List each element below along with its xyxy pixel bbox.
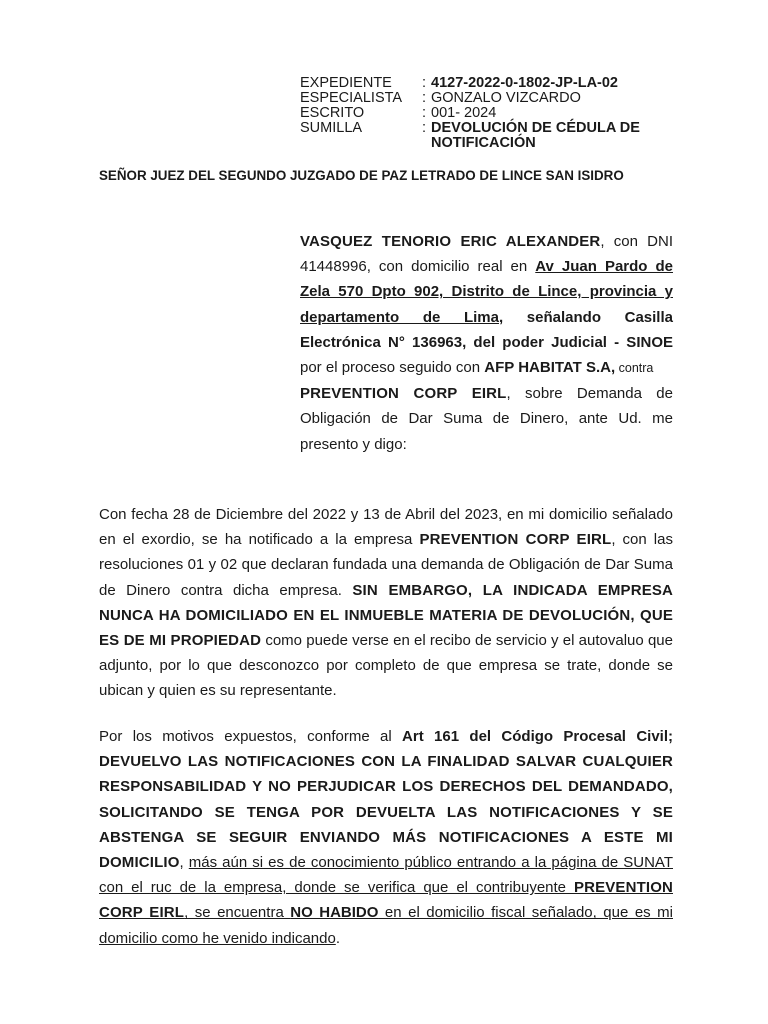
sumilla-value xyxy=(431,121,680,151)
defendant-name: PREVENTION CORP EIRL xyxy=(419,531,612,549)
escrito-row xyxy=(300,106,680,121)
intro-text: , señalando xyxy=(498,308,625,326)
p2-text: , xyxy=(179,854,189,872)
colon: : xyxy=(422,120,427,136)
sumilla-row xyxy=(300,121,680,151)
defendant-name: PREVENTION CORP EIRL xyxy=(300,385,507,403)
p1-emphasis: SIN EMBARGO, LA INDICADA EMPRESA NUNCA HA DOMICILIADO EN EL INMUEBLE MATERIA DE DEVOLUCIÓN, QUE ES DE MI PROPIEDAD xyxy=(99,581,673,650)
sumilla-value-line2: NOTIFICACIÓN xyxy=(431,135,536,151)
expediente-row xyxy=(300,76,680,91)
afp-name: AFP HABITAT S.A, xyxy=(484,359,616,377)
p2-underlined-text: , se encuentra xyxy=(184,904,291,922)
especialista-label: ESPECIALISTA xyxy=(300,90,403,106)
plaintiff-address: Av Juan Pardo de Zela 570 Dpto 902, Distrito de Lince, provincia y departamento de Lima xyxy=(300,258,673,326)
p2-emphasis: DEVUELVO LAS NOTIFICACIONES CON LA FINALIDAD SALVAR CUALQUIER RESPONSABILIDAD Y NO PERJUDICAR LOS DERECHOS DEL DEMANDADO, SOLICITANDO SE TENGA POR DEVUELTA LAS NOTIFICACIONES Y SE ABSTENGA SE SEGUIR ENVIANDO MÁS NOTIFICACIONES A ESTE MI DOMICILIO xyxy=(99,753,673,872)
intro-text: , con DNI 41448996, con domicilio real en xyxy=(300,233,673,276)
intro-text: por el proceso seguido con xyxy=(300,359,485,377)
colon: : xyxy=(422,90,427,106)
p2-underlined-text: más aún si es de conocimiento público entrando a la página de SUNAT con el ruc de la empresa, donde se verifica que el contribuyente xyxy=(99,854,673,897)
escrito-label: ESCRITO xyxy=(300,105,365,121)
body-paragraph-2 xyxy=(99,724,673,951)
expediente-label: EXPEDIENTE xyxy=(300,75,392,91)
especialista-value: GONZALO VIZCARDO xyxy=(431,90,581,106)
sumilla-value-line1: DEVOLUCIÓN DE CÉDULA DE xyxy=(431,120,640,136)
expediente-value: 4127-2022-0-1802-JP-LA-02 xyxy=(431,75,618,91)
p2-text: . xyxy=(335,929,340,947)
casilla-electronica: Casilla Electrónica N° 136963, del poder Judicial - SINOE xyxy=(300,308,673,351)
sumilla-label: SUMILLA xyxy=(300,120,363,136)
intro-paragraph xyxy=(300,229,673,457)
plaintiff-name: VASQUEZ TENORIO ERIC ALEXANDER xyxy=(300,233,601,250)
case-header xyxy=(300,76,680,151)
body-paragraph-1 xyxy=(99,502,673,704)
addressee-heading: SEÑOR JUEZ DEL SEGUNDO JUZGADO DE PAZ LETRADO DE LINCE SAN ISIDRO xyxy=(99,168,624,183)
intro-text: , sobre Demanda de Obligación de Dar Suma de Dinero, ante Ud. me presento y digo: xyxy=(300,385,673,453)
especialista-row xyxy=(300,91,680,106)
contra-text: contra xyxy=(615,361,654,376)
no-habido-status: NO HABIDO xyxy=(290,904,379,922)
p2-text: Por los motivos expuestos, conforme al xyxy=(99,728,403,745)
p1-text: , con las resoluciones 01 y 02 que declaran fundada una demanda de Obligación de Dar Suma de Dinero contra dicha empresa. xyxy=(99,531,673,599)
p1-text: como puede verse en el recibo de servicio y el autovaluo que adjunto, por lo que desconozco por completo de que empresa se trate, donde se ubican y quien es su representante. xyxy=(99,632,673,700)
p2-underlined-text: en el domicilio fiscal señalado, que es mi domicilio como he venido indicando xyxy=(99,904,673,947)
defendant-name: PREVENTION CORP EIRL xyxy=(99,879,673,922)
escrito-value: 001- 2024 xyxy=(431,105,497,121)
colon: : xyxy=(422,105,427,121)
colon: : xyxy=(422,75,427,91)
article-reference: Art 161 del Código Procesal Civil; xyxy=(402,728,673,745)
p1-text: Con fecha 28 de Diciembre del 2022 y 13 de Abril del 2023, en mi domicilio señalado en el exordio, se ha notificado a la empresa xyxy=(99,506,673,549)
